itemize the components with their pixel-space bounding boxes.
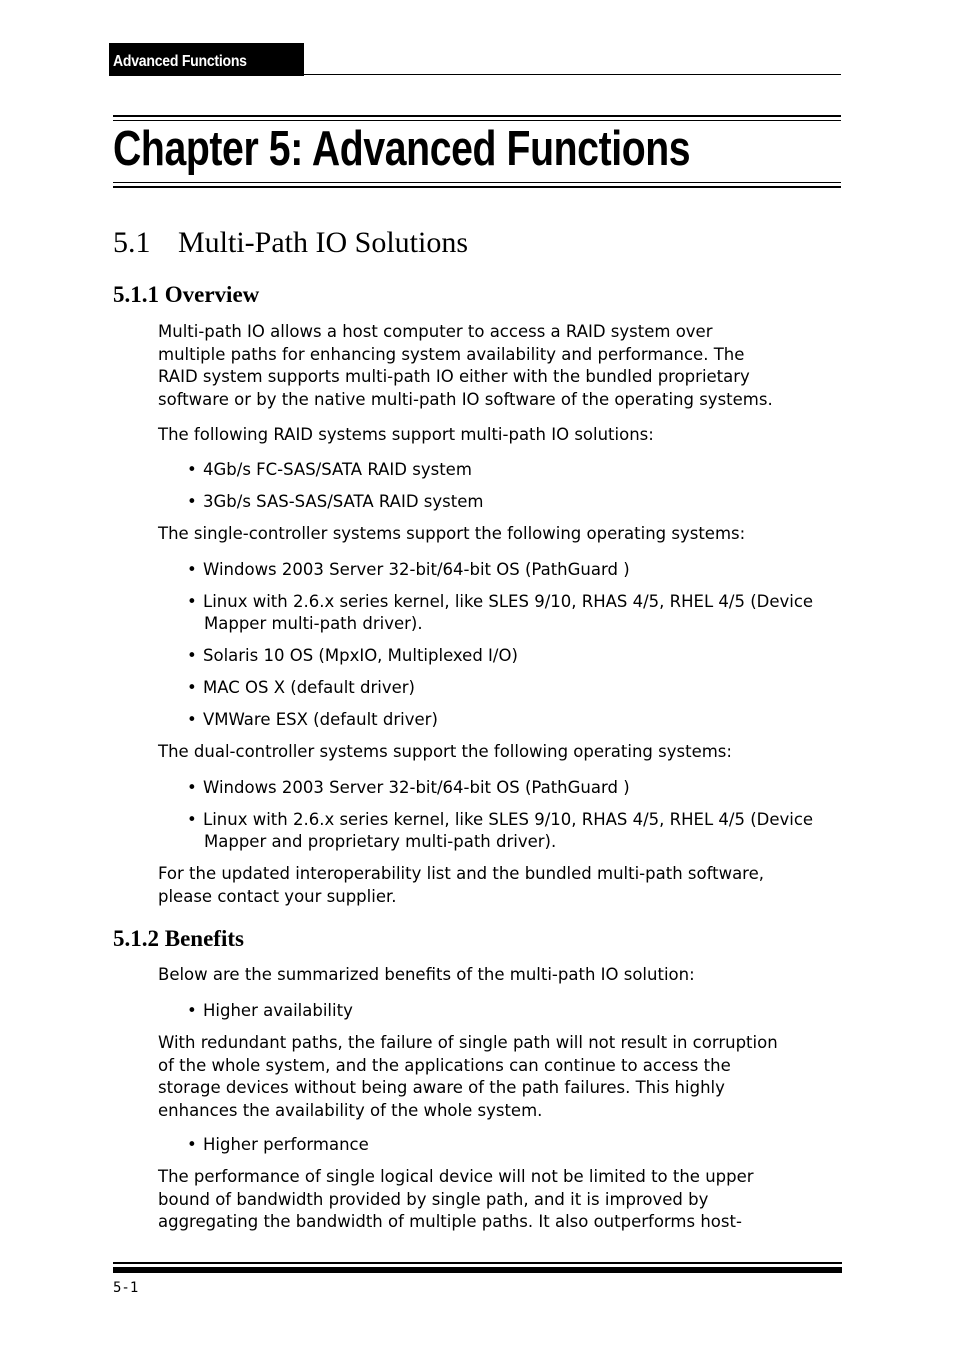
text-line: Multi-path IO allows a host computer to access a RAID system over bbox=[158, 322, 713, 341]
list-item: • Linux with 2.6.x series kernel, like SLES 9/10, RHAS 4/5, RHEL 4/5 (Device Mapper multi-path driver). bbox=[187, 592, 814, 633]
running-header-tab bbox=[109, 43, 304, 76]
text-line: The single-controller systems support the following operating systems: bbox=[158, 524, 746, 543]
footer-rule-thin bbox=[113, 1262, 842, 1264]
list-item: • MAC OS X (default driver) bbox=[187, 678, 415, 697]
text-line: RAID system supports multi-path IO either with the bundled proprietary bbox=[158, 367, 750, 386]
overview-paragraph-2 bbox=[158, 424, 848, 447]
overview-closing bbox=[158, 863, 848, 908]
list-item: • Higher availability bbox=[187, 1001, 353, 1020]
overview-heading: 5.1.1 Overview bbox=[113, 282, 260, 307]
text-line: bound of bandwidth provided by single path, and it is improved by bbox=[158, 1189, 709, 1209]
text-line: enhances the availability of the whole system. bbox=[158, 1100, 543, 1120]
text-line: The dual-controller systems support the following operating systems: bbox=[158, 742, 732, 761]
section-title: Multi-Path IO Solutions bbox=[178, 226, 469, 259]
footer-rule-thick bbox=[113, 1267, 842, 1273]
bullet-icon: • bbox=[187, 1135, 197, 1154]
bullet-icon: • bbox=[187, 646, 197, 665]
chapter-top-rule-thick bbox=[113, 115, 841, 117]
bullet-icon: • bbox=[187, 592, 197, 611]
text-line: aggregating the bandwidth of multiple paths. It also outperforms host- bbox=[158, 1212, 742, 1231]
bullet-icon: • bbox=[187, 460, 197, 479]
page-number: 5-1 bbox=[113, 1280, 139, 1296]
benefits-intro bbox=[158, 964, 848, 987]
running-header-label: Advanced Functions bbox=[113, 53, 247, 70]
text-line: storage devices without being aware of the path failures. This highly bbox=[158, 1078, 725, 1097]
bullet-icon: • bbox=[187, 1001, 197, 1020]
bullet-icon: • bbox=[187, 778, 197, 797]
text-line: The following RAID systems support multi-path IO solutions: bbox=[158, 425, 654, 444]
text-line: please contact your supplier. bbox=[158, 886, 397, 906]
availability-paragraph bbox=[158, 1032, 848, 1122]
text-line: For the updated interoperability list and the bundled multi-path software, bbox=[158, 864, 764, 883]
list-item: • 4Gb/s FC-SAS/SATA RAID system bbox=[187, 460, 472, 479]
text-line: The performance of single logical device will not be limited to the upper bbox=[158, 1167, 754, 1186]
header-rule bbox=[109, 74, 841, 75]
chapter-bottom-rule-thin bbox=[113, 182, 841, 183]
text-line: of the whole system, and the applications can continue to access the bbox=[158, 1055, 731, 1075]
section-number: 5.1 bbox=[113, 226, 151, 259]
list-item: • VMWare ESX (default driver) bbox=[187, 710, 438, 729]
text-line: multiple paths for enhancing system availability and performance. The bbox=[158, 344, 745, 364]
text-line: Below are the summarized benefits of the multi-path IO solution: bbox=[158, 965, 695, 984]
text-line: With redundant paths, the failure of single path will not result in corruption bbox=[158, 1033, 778, 1052]
list-item: • Windows 2003 Server 32-bit/64-bit OS (PathGuard ) bbox=[187, 560, 630, 579]
text-line: software or by the native multi-path IO software of the operating systems. bbox=[158, 389, 773, 409]
performance-paragraph bbox=[158, 1166, 848, 1234]
dual-controller-intro bbox=[158, 741, 848, 764]
benefits-heading: 5.1.2 Benefits bbox=[113, 926, 244, 951]
bullet-icon: • bbox=[187, 810, 197, 829]
list-item: • Solaris 10 OS (MpxIO, Multiplexed I/O) bbox=[187, 646, 518, 665]
list-item: • 3Gb/s SAS-SAS/SATA RAID system bbox=[187, 492, 484, 511]
list-item: • Linux with 2.6.x series kernel, like SLES 9/10, RHAS 4/5, RHEL 4/5 (Device Mapper and proprietary multi-path driver). bbox=[187, 810, 814, 851]
chapter-title: Chapter 5: Advanced Functions bbox=[113, 122, 691, 176]
bullet-icon: • bbox=[187, 678, 197, 697]
list-item: • Windows 2003 Server 32-bit/64-bit OS (PathGuard ) bbox=[187, 778, 630, 797]
bullet-icon: • bbox=[187, 710, 197, 729]
chapter-bottom-rule-thick bbox=[113, 186, 841, 188]
bullet-icon: • bbox=[187, 560, 197, 579]
single-controller-intro bbox=[158, 523, 848, 546]
bullet-icon: • bbox=[187, 492, 197, 511]
section-heading bbox=[113, 224, 468, 262]
overview-paragraph-1 bbox=[158, 321, 848, 411]
list-item: • Higher performance bbox=[187, 1135, 369, 1154]
